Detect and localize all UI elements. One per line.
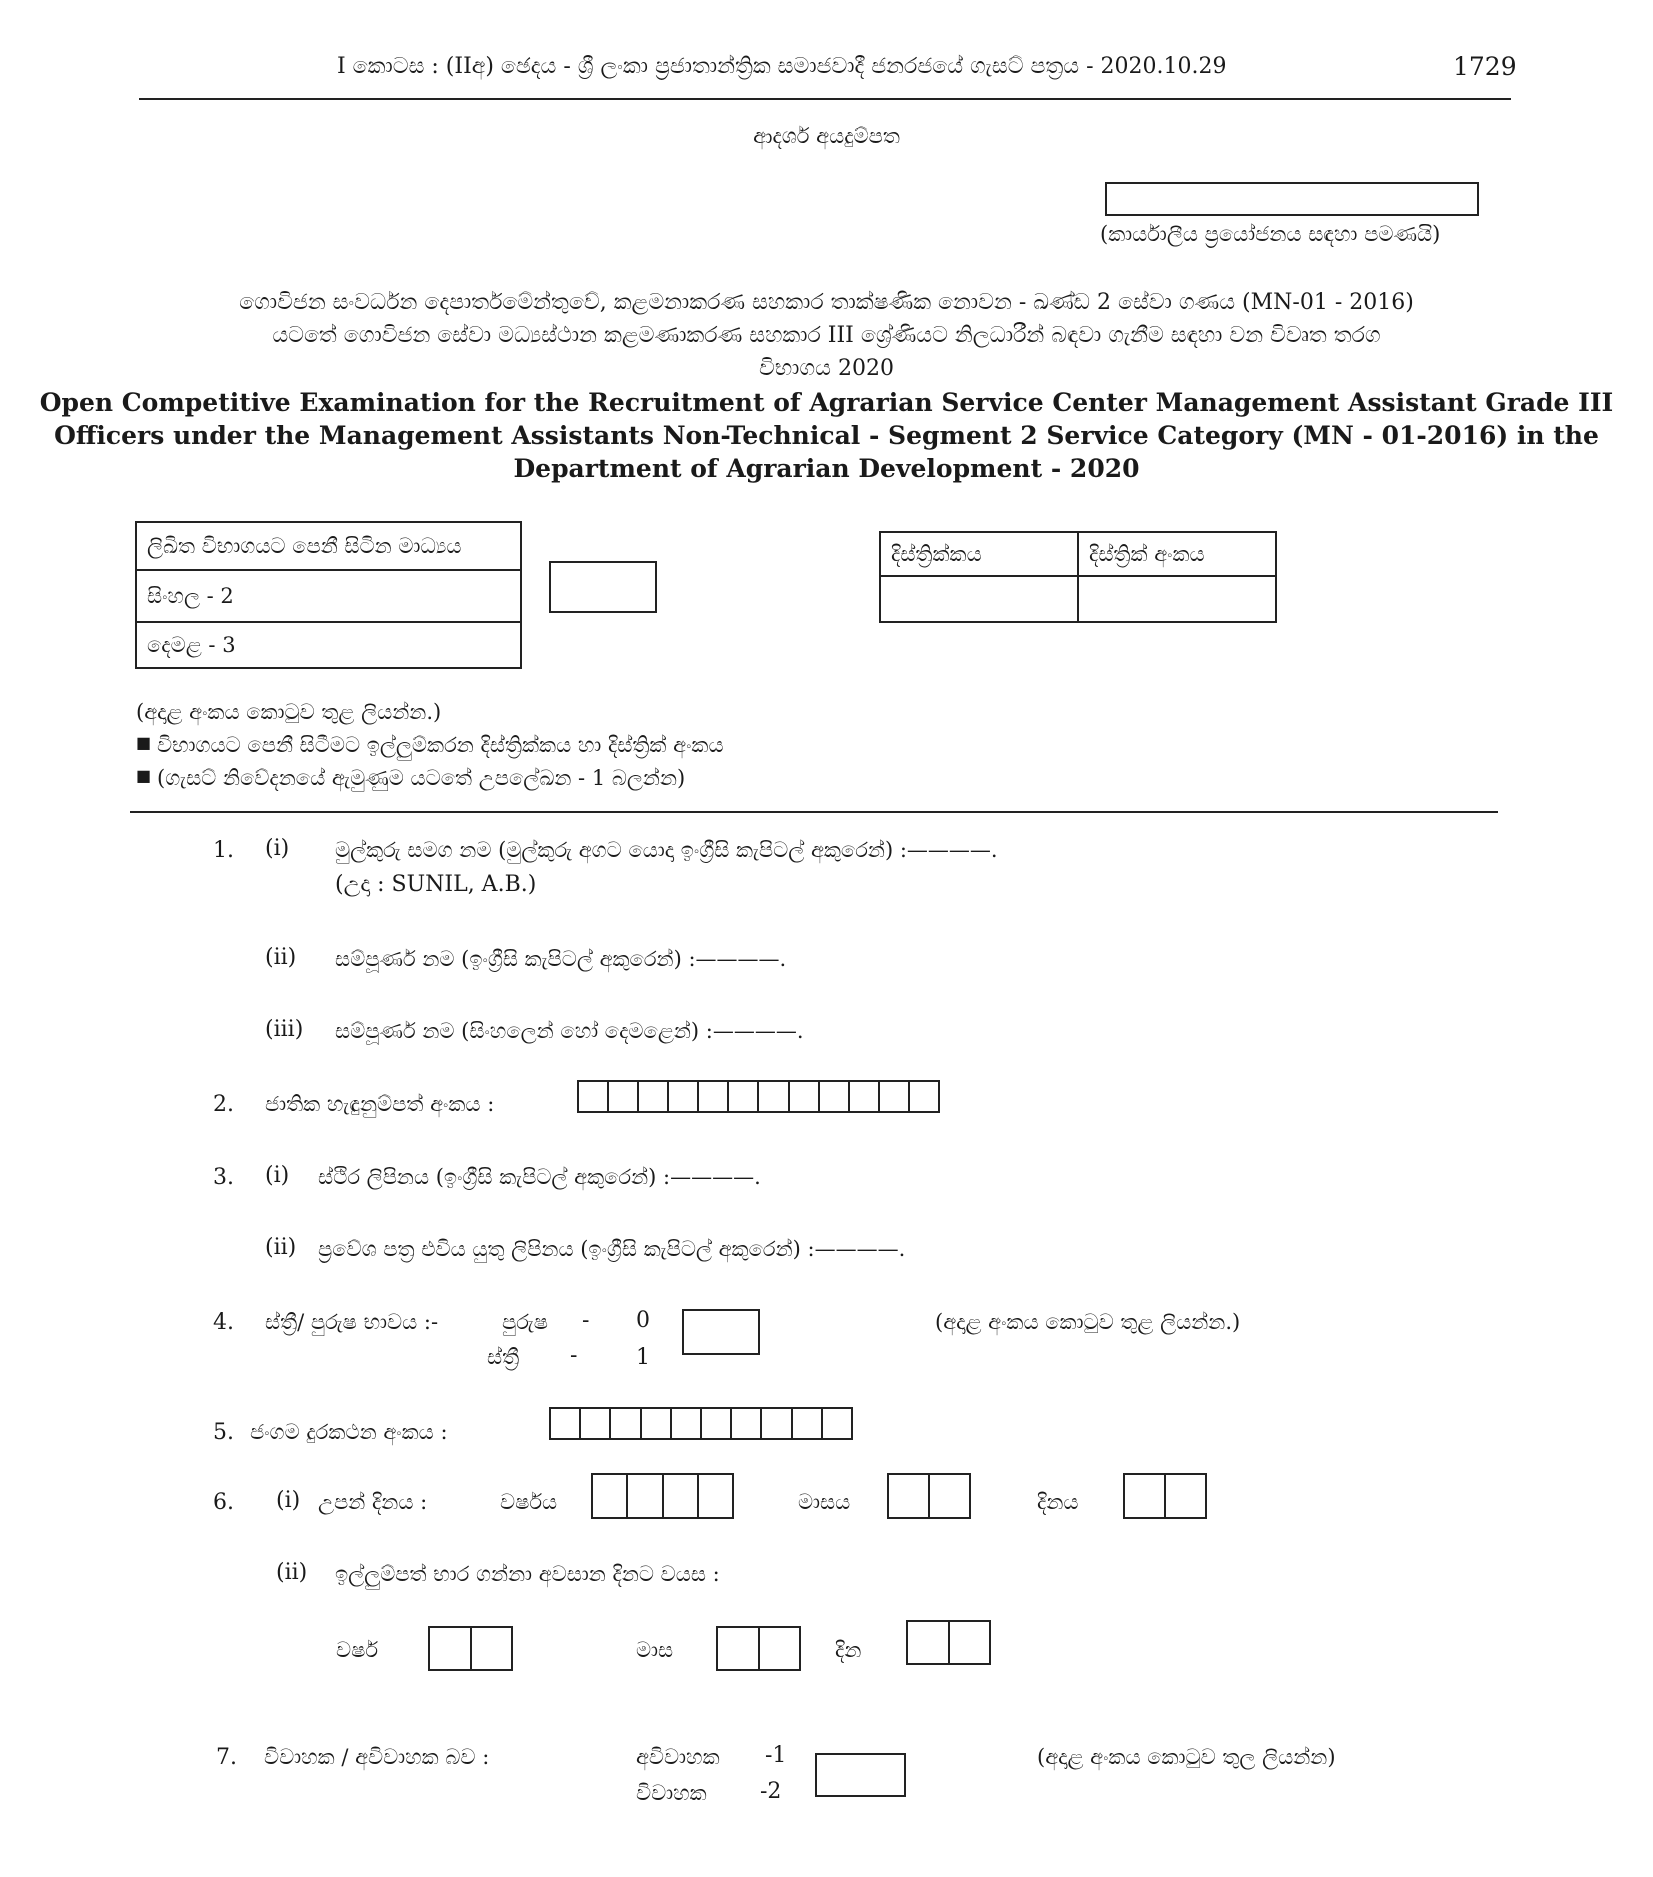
q7-married-label: විවාහක [636,1781,707,1805]
title-sinhala-line2: යටතේ ගොවිජන සේවා මධ්‍යස්ථාන කළමණාකරණ සහකාර III ශ්‍රේණියට නිලධාරීන් බඳවා ගැනීම සඳහා වන විවෘත තරග [272,323,1381,348]
q7-unmarried-code: -1 [765,1743,787,1768]
q4-female-label: ස්ත්‍රී [487,1345,520,1369]
q1-i-example: (උදා : SUNIL, A.B.) [335,872,537,897]
office-use-label: (කාර්යාලීය ප්‍රයෝජනය සඳහා පමණයි) [1100,222,1441,246]
bullet-square: ■ [136,766,152,785]
age-years-boxes[interactable] [428,1626,513,1671]
q1-ii-label: (ii) [265,945,297,970]
q3-ii-label: (ii) [265,1235,297,1260]
title-sinhala-line1: ගොවිජන සංවර්ධන දෙපාර්තමේන්තුවේ, කළමනාකරණ සහකාර තාක්ෂණික නොවන - ඛණ්ඩ 2 සේවා ගණය (MN-01 - 2016) [239,290,1414,315]
q6-age-years-label: වර්ෂ [336,1638,378,1662]
medium-code-box[interactable] [549,561,657,613]
q6-ii-age-label: ඉල්ලුම්පත් භාර ගන්නා අවසාන දිනට වයස : [335,1562,720,1586]
q1-i-label: (i) [265,836,290,861]
gender-code-box[interactable] [682,1309,760,1355]
write-number-note: (අදාළ අංකය කොටුව තුළ ලියන්න.) [136,700,442,724]
q3-i-label: (i) [265,1163,290,1188]
office-use-box[interactable] [1105,182,1479,216]
q6-i-birth-date-label: උපන් දිනය : [318,1490,428,1514]
q7-married-code: -2 [760,1779,782,1804]
q7-marital-status-label: විවාහක / අවිවාහක බව : [264,1745,490,1769]
medium-option-tamil: දෙමළ - 3 [136,622,521,668]
district-header: දිස්ත්‍රික්කය [880,532,1078,576]
q4-male-dash: - [582,1308,590,1333]
bullet-square: ■ [136,733,152,752]
q3-i-permanent-address: ස්ථිර ලිපිනය (ඉංග්‍රීසි කැපිටල් අකුරෙන්) :————. [318,1165,761,1189]
q1-iii-label: (iii) [265,1017,304,1042]
q1-iii-full-name-local: සම්පූර්ණ නම (සිංහලෙන් හෝ දෙමළෙන්) :————. [335,1019,804,1043]
q7-write-number-note: (අදාළ අංකය කොටුව තුල ලියන්න) [1037,1745,1336,1769]
district-instruction-bullet: විභාගයට පෙනී සිටීමට ඉල්ලුම්කරන දිස්ත්‍රික්කය හා දිස්ත්‍රික් අංකය [157,733,724,757]
district-input-cell[interactable] [880,576,1078,622]
model-application-label: ආදර්ශ අයදුම්පත [753,124,900,148]
q7-unmarried-label: අවිවාහක [636,1745,720,1769]
district-table [879,531,1277,623]
q1-ii-full-name-english: සම්පූර්ණ නම (ඉංග්‍රීසි කැපිටල් අකුරෙන්) :————. [335,947,787,971]
age-months-boxes[interactable] [716,1626,801,1671]
gazette-schedule-bullet: (ගැසට් නිවේදනයේ ඇමුණුම යටතේ උපලේඛන - 1 බලන්න) [157,766,686,790]
title-english-line1: Open Competitive Examination for the Recruitment of Agrarian Service Center Management Assistant Grade III [39,388,1614,417]
q4-number: 4. [213,1310,234,1335]
q3-number: 3. [213,1165,234,1190]
q2-number: 2. [213,1092,234,1117]
birth-month-boxes[interactable] [887,1473,971,1519]
title-english-line3: Department of Agrarian Development - 2020 [513,454,1140,483]
q5-mobile-label: ජංගම දුරකථන අංකය : [250,1420,448,1444]
q6-year-label: වර්ෂය [500,1490,558,1514]
birth-year-boxes[interactable] [591,1473,734,1519]
page-number: 1729 [1453,52,1517,81]
header-rule [139,98,1511,100]
title-sinhala-line3: විභාගය 2020 [759,356,894,381]
q6-i-label: (i) [276,1488,301,1513]
section-rule [130,811,1498,813]
district-code-input-cell[interactable] [1078,576,1276,622]
q6-age-months-label: මාස [636,1638,674,1662]
q2-nic-label: ජාතික හැඳුනුම්පත් අංකය : [265,1092,495,1116]
q6-number: 6. [213,1490,234,1515]
medium-option-sinhala: සිංහල - 2 [136,570,521,622]
mobile-number-boxes[interactable] [549,1407,853,1440]
q7-number: 7. [216,1745,237,1770]
gazette-header-title: I කොටස : (IIඅ) ඡෙදය - ශ්‍රී ලංකා ප්‍රජාතාන්ත්‍රික සමාජවාදී ජනරජයේ ගැසට් පත්‍රය - 2020.10.29 [337,54,1227,79]
age-days-boxes[interactable] [906,1620,991,1665]
q4-gender-label: ස්ත්‍රී/ පුරුෂ භාවය :- [265,1310,439,1334]
q6-ii-label: (ii) [276,1560,308,1585]
q4-female-dash: - [570,1343,578,1368]
marital-status-code-box[interactable] [815,1753,906,1797]
q5-number: 5. [213,1420,234,1445]
q3-ii-admission-address: ප්‍රවේශ පත්‍ර එවිය යුතු ලිපිනය (ඉංග්‍රීසි කැපිටල් අකුරෙන්) :————. [318,1237,906,1261]
district-code-header: දිස්ත්‍රික් අංකය [1078,532,1276,576]
q4-male-label: පුරුෂ [502,1310,548,1334]
q6-month-label: මාසය [798,1490,851,1514]
birth-day-boxes[interactable] [1123,1473,1207,1519]
exam-medium-table [135,521,522,669]
exam-medium-header: ලිඛිත විභාගයට පෙනී සිටින මාධ්‍යය [136,522,521,570]
q6-day-label: දිනය [1037,1490,1079,1514]
q4-write-number-note: (අදාළ අංකය කොටුව තුළ ලියන්න.) [935,1310,1241,1334]
nic-number-boxes[interactable] [577,1080,940,1113]
q4-female-code: 1 [636,1345,650,1370]
q6-age-days-label: දින [835,1638,862,1662]
q1-number: 1. [213,838,234,863]
q4-male-code: 0 [636,1308,650,1333]
q1-i-initials-name: මුල්කුරු සමග නම (මුල්කුරු අගට යොදා ඉංග්‍රීසි කැපිටල් අකුරෙන්) :————. [335,838,998,862]
title-english-line2: Officers under the Management Assistants Non-Technical - Segment 2 Service Category (MN - 01-2016) in the [54,421,1599,450]
